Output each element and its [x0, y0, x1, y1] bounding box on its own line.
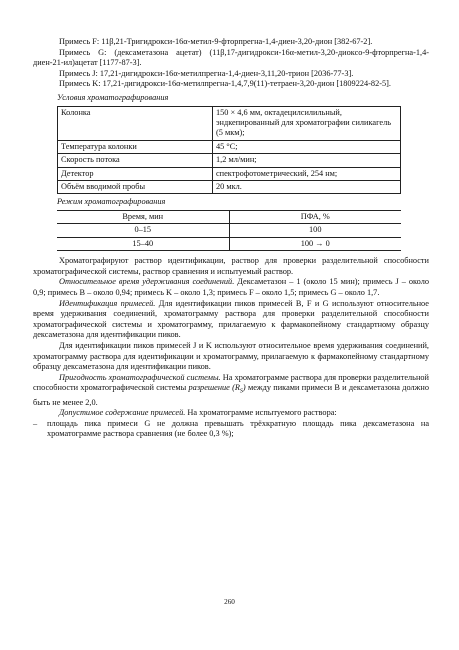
dash-marker: –	[33, 418, 38, 428]
mode-table	[57, 210, 401, 251]
identification-title: Идентификация примесей.	[59, 298, 156, 308]
paragraph-limits	[33, 408, 429, 419]
list-item-text: площадь пика примеси G не должна превышать трёхкратную площадь пика дексаметазона на хроматограмме раствора сравнения (не более 0,3 %);	[47, 418, 429, 439]
resolution-term-end: )	[242, 383, 246, 393]
condition-value: 150 × 4,6 мм, октадецилсилильный, эндкепированный для хроматографии силикагель (5 мкм);	[213, 106, 401, 140]
condition-value: спектрофотометрический, 254 нм;	[213, 167, 401, 180]
suitability-text-a: На хроматограмме раствора для проверки разделительной способности хроматографической системы	[33, 372, 429, 393]
impurity-g: Примесь G: (дексаметазона ацетат) (11β,17-дигидрокси-16α-метил-3,20-диоксо-9-фторпрегна-1,4-диен-21-ил)ацетат [1177-87-3].	[33, 47, 429, 68]
mode-row	[57, 224, 401, 237]
condition-label: Объём вводимой пробы	[58, 181, 213, 194]
mode-header-pfa: ПФА, %	[229, 211, 401, 224]
retention-title: Относительное время удерживания соединений.	[59, 277, 235, 287]
conditions-table	[57, 106, 401, 195]
mode-caption: Режим хроматографирования	[57, 197, 166, 207]
conditions-row	[58, 154, 401, 167]
impurity-f: Примесь F: 11β,21-Тригидрокси-16α-метил-9-фторпрегна-1,4-диен-3,20-дион [382-67-2].	[59, 37, 373, 46]
paragraph-retention	[33, 277, 429, 298]
paragraph-identification-jk: Для идентификации пиков примесей J и K используют относительное время удерживания соединений, хроматограмму раствора для идентификации и хроматограмму, прилагаемую к фармакопейному стандартному образцу дексаметазона для идентификации пиков.	[33, 340, 429, 372]
condition-label: Скорость потока	[58, 154, 213, 167]
mode-time: 0–15	[57, 224, 229, 237]
list-item	[33, 419, 429, 440]
conditions-row	[58, 106, 401, 140]
paragraph-identification	[33, 299, 429, 341]
limits-text: На хроматограмме испытуемого раствора:	[185, 408, 337, 418]
condition-label: Детектор	[58, 167, 213, 180]
resolution-subscript: S	[239, 389, 243, 395]
mode-pfa: 100	[229, 224, 401, 237]
mode-header-row	[57, 211, 401, 224]
page-number: 260	[224, 598, 235, 606]
resolution-term: разрешение (R	[188, 383, 240, 393]
suitability-title: Пригодность хроматографической системы.	[59, 372, 221, 382]
mode-row	[57, 237, 401, 250]
conditions-row	[58, 140, 401, 153]
mode-pfa: 100 → 0	[229, 237, 401, 250]
paragraph-chromatography: Хроматографируют раствор идентификации, раствор для проверки разделительной способности хроматографической системы, раствор сравнения и испытуемый раствор.	[33, 256, 429, 276]
paragraph-suitability	[33, 373, 429, 408]
suitability-text-b: между пиками примеси B и дексаметазона должно быть не менее 2,0.	[33, 383, 429, 407]
conditions-row	[58, 181, 401, 194]
mode-time: 15–40	[57, 237, 229, 250]
condition-value: 1,2 мл/мин;	[213, 154, 401, 167]
condition-value: 45 °С;	[213, 140, 401, 153]
impurity-k: Примесь K: 17,21-дигидрокси-16α-метилпрегна-1,4,7,9(11)-тетраен-3,20-дион [1809224-82-5].	[59, 79, 391, 89]
impurity-j: Примесь J: 17,21-дигидрокси-16α-метилпрегна-1,4-диен-3,11,20-трион [2036-77-3].	[59, 68, 354, 78]
limits-title: Допустимое содержание примесей.	[59, 408, 186, 418]
condition-label: Температура колонки	[58, 140, 213, 153]
conditions-row	[58, 167, 401, 180]
identification-text: Для идентификации пиков примесей B, F и G используют относительное время удерживания соединений, хроматограмму раствора для проверки разделительной способности хроматографической системы и хроматограмму, прилагаемую к фармакопейному стандартному образцу дексаметазона для идентификации пиков.	[33, 298, 429, 340]
mode-header-time: Время, мин	[57, 211, 229, 224]
condition-label: Колонка	[58, 106, 213, 140]
condition-value: 20 мкл.	[213, 181, 401, 194]
conditions-caption: Условия хроматографирования	[57, 92, 169, 102]
retention-text: Дексаметазон – 1 (около 15 мин); примесь J – около 0,9; примесь B – около 0,94; примесь K – около 1,3; примесь F – около 1,5; примесь G – около 1,7.	[33, 277, 429, 297]
page-content	[33, 37, 429, 440]
